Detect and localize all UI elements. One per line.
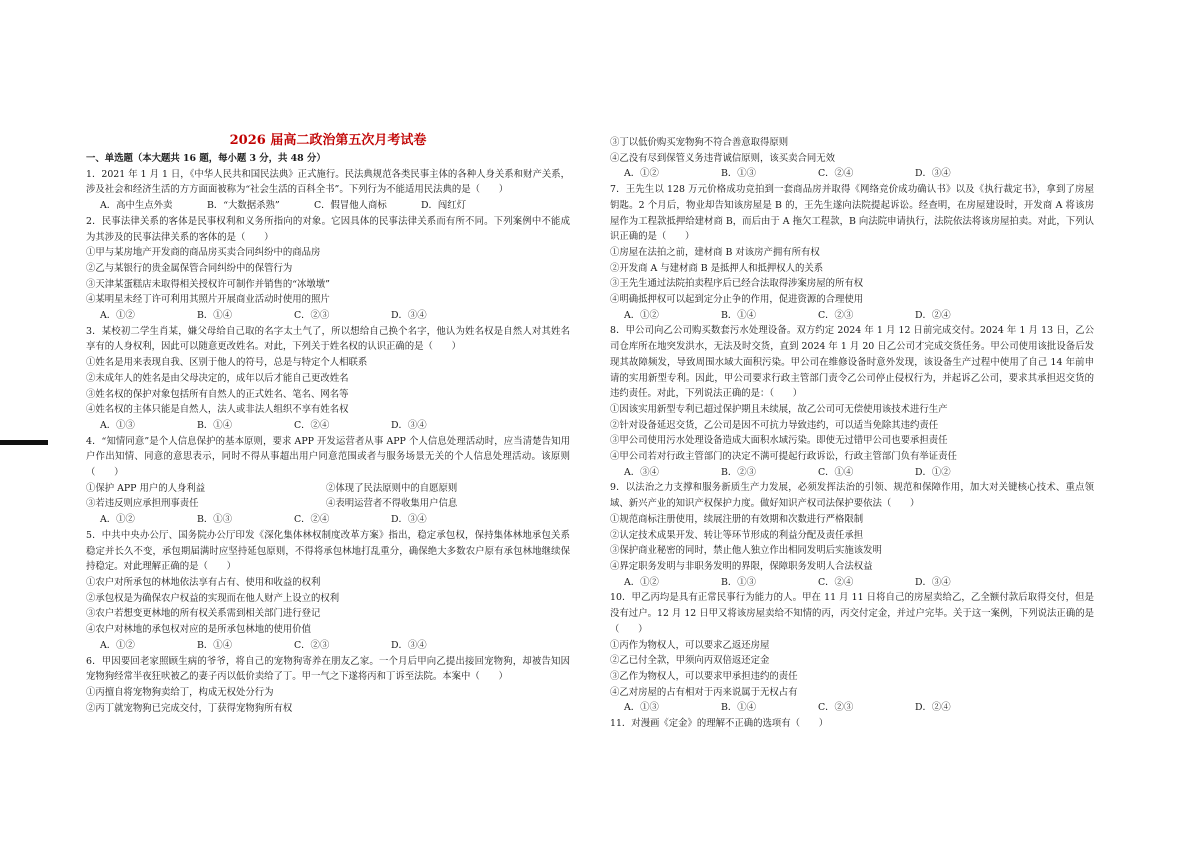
answer-choice: D．②④ xyxy=(915,702,951,714)
answer-choice: D．③④ xyxy=(391,419,427,431)
answer-choice: D．③④ xyxy=(391,310,427,322)
answer-choice: A．①② xyxy=(100,310,135,322)
answer-choice: B．①④ xyxy=(197,639,233,651)
question-line: ④乙对房屋的占有相对于丙来说属于无权占有 xyxy=(610,686,798,698)
question-line: ④某明星未经丁许可利用其照片开展商业活动时使用的照片 xyxy=(86,294,330,306)
right-column-body xyxy=(610,135,1094,732)
answer-choice: D．③④ xyxy=(391,514,427,526)
page-title: 2026 届高二政治第五次月考试卷 xyxy=(229,133,427,148)
left-column xyxy=(86,131,570,716)
question-line: ②乙已付全款，甲须向丙双倍返还定金 xyxy=(610,655,770,667)
question-line: 6．甲因要回老家照顾生病的爷爷，将自己的宠物狗寄养在朋友乙家。一个月后甲向乙提出接回宠物狗，却被告知因宠物狗经常半夜狂吠被乙的妻子丙以低价卖给了丁。甲一气之下遂将丙和丁诉至法院。本案中（ ） xyxy=(86,655,570,683)
answer-choice: A．①② xyxy=(624,309,659,321)
answer-choices xyxy=(86,638,570,654)
question-line: ④农户对林地的承包权对应的是所承包林地的使用价值 xyxy=(86,624,312,636)
question-line: ②开发商 A 与建材商 B 是抵押人和抵押权人的关系 xyxy=(610,262,824,274)
question-line: 7．王先生以 128 万元价格成功竞拍到一套商品房并取得《网络竞价成功确认书》以及《执行裁定书》，拿到了房屋钥匙。2 个月后，物业却告知该房屋是 B 的，王先生遂向法院提起诉讼。经查明，在房屋建设时，开发商 A 将该房屋作为工程款抵押给建材商 B，而后由于 A 拖欠工程款，B 向法院申请执行，法院依法将该房屋拍卖。对此，下列认识正确的是（ ） xyxy=(610,184,1094,243)
question-line: ④甲公司若对行政主管部门的决定不满可提起行政诉讼，行政主管部门负有举证责任 xyxy=(610,451,957,463)
statement: ④表明运营者不得收集用户信息 xyxy=(326,498,458,510)
answer-choices xyxy=(610,166,1094,182)
answer-choice: B．①④ xyxy=(721,702,757,714)
question-line: ②乙与某银行的贵金属保管合同纠纷中的保管行为 xyxy=(86,262,293,274)
answer-choice: C．②④ xyxy=(818,168,854,180)
statement-pair xyxy=(86,481,570,497)
answer-choice: C．①④ xyxy=(818,466,854,478)
question-line: ②丙丁就宠物狗已完成交付，丁获得宠物狗所有权 xyxy=(86,702,293,714)
statement-pair xyxy=(86,496,570,512)
question-line: 10．甲乙丙均是具有正常民事行为能力的人。甲在 11 月 11 日将自己的房屋卖给乙，乙全额付款后取得交付，但是没有过户。12 月 12 日甲又将该房屋卖给不知情的丙，丙交付定金，并过户完毕。关于这一案例，下列说法正确的是（ ） xyxy=(610,592,1094,635)
answer-choice: B．②③ xyxy=(721,466,757,478)
answer-choice: B．①③ xyxy=(721,576,757,588)
question-line: ②认定技术成果开发、转让等环节形成的利益分配及责任承担 xyxy=(610,529,864,541)
answer-choice: C．②③ xyxy=(294,639,330,651)
answer-choice: C．②④ xyxy=(294,514,330,526)
answer-choices xyxy=(610,308,1094,324)
answer-choice: C．假冒他人商标 xyxy=(314,200,387,212)
answer-choice: A．①③ xyxy=(624,702,659,714)
binding-mark xyxy=(0,440,48,445)
answer-choice: D．闯红灯 xyxy=(421,200,467,212)
answer-choices xyxy=(86,198,570,214)
answer-choices xyxy=(86,308,570,324)
answer-choice: A．①② xyxy=(624,168,659,180)
answer-choice: D．③④ xyxy=(915,168,951,180)
answer-choice: B．“大数据杀熟” xyxy=(207,200,280,212)
answer-choices xyxy=(86,418,570,434)
answer-choice: B．①④ xyxy=(197,419,233,431)
question-line: ①规范商标注册使用，续展注册的有效期和次数进行严格限制 xyxy=(610,513,864,525)
question-line: ①丙作为物权人，可以要求乙返还房屋 xyxy=(610,639,770,651)
right-column xyxy=(610,135,1094,732)
question-line: ②承包权是为确保农户权益的实现而在他人财产上设立的权利 xyxy=(86,592,340,604)
question-line: ③甲公司使用污水处理设备造成大面积水域污染。即使无过错甲公司也要承担责任 xyxy=(610,435,948,447)
answer-choices xyxy=(610,575,1094,591)
answer-choice: B．①③ xyxy=(721,168,757,180)
question-line: ③农户若想变更林地的所有权关系需到相关部门进行登记 xyxy=(86,608,321,620)
question-line: 3．某校初二学生肖某，嫌父母给自己取的名字太土气了，所以想给自己换个名字，他认为姓名权是自然人对其姓名享有的人身权利，因此可以随意更改姓名。对此，下列关于姓名权的认识正确的是（ ） xyxy=(86,325,570,353)
statement: ③若违反则应承担刑事责任 xyxy=(86,498,199,510)
left-column-body xyxy=(86,167,570,717)
question-line: ②针对设备延迟交货，乙公司是因不可抗力导致违约，可以适当免除其违约责任 xyxy=(610,419,939,431)
answer-choices xyxy=(610,700,1094,716)
question-line: 5．中共中央办公厅、国务院办公厅印发《深化集体林权制度改革方案》指出，稳定承包权，保持集体林地承包关系稳定并长久不变，承包期届满时应坚持延包原则，不得将承包林地打乱重分，确保绝大多数农户原有承包林地继续保持稳定。对此理解正确的是（ ） xyxy=(86,529,570,573)
answer-choice: D．③④ xyxy=(391,639,427,651)
question-line: ③王先生通过法院拍卖程序后已经合法取得涉案房屋的所有权 xyxy=(610,278,864,290)
answer-choice: A．③④ xyxy=(624,466,659,478)
question-line: ④乙没有尽到保管义务违背诚信原则，该买卖合同无效 xyxy=(610,152,836,164)
question-line: ③姓名权的保护对象包括所有自然人的正式姓名、笔名、网名等 xyxy=(86,388,349,400)
answer-choices xyxy=(610,465,1094,481)
statement: ①保护 APP 用户的人身利益 xyxy=(86,482,206,494)
question-line: ④明确抵押权可以起到定分止争的作用，促进资源的合理使用 xyxy=(610,294,864,306)
question-line: ③天津某蛋糕店未取得相关授权许可制作并销售的“冰墩墩” xyxy=(86,278,330,290)
answer-choices xyxy=(86,512,570,528)
answer-choice: C．②③ xyxy=(818,702,854,714)
answer-choice: A．①② xyxy=(100,514,135,526)
question-line: ①丙擅自将宠物狗卖给丁，构成无权处分行为 xyxy=(86,686,274,698)
question-line: 2．民事法律关系的客体是民事权利和义务所指向的对象。它因具体的民事法律关系而有所不同。下列案例中不能成为其涉及的民事法律关系的客体的是（ ） xyxy=(86,215,570,243)
answer-choice: D．①② xyxy=(915,466,951,478)
question-line: ③保护商业秘密的同时，禁止他人独立作出相同发明后实施该发明 xyxy=(610,545,882,557)
section-heading: 一、单选题（本大题共 16 题，每小题 3 分，共 48 分） xyxy=(86,153,326,164)
answer-choice: D．③④ xyxy=(915,576,951,588)
question-line: ④姓名权的主体只能是自然人，法人或非法人组织不享有姓名权 xyxy=(86,404,349,416)
statement: ②体现了民法原则中的自愿原则 xyxy=(326,482,458,494)
answer-choice: C．②④ xyxy=(818,576,854,588)
question-line: 11．对漫画《定金》的理解不正确的选项有（ ） xyxy=(610,718,829,730)
answer-choice: C．②④ xyxy=(294,419,330,431)
question-line: 9．以法治之力支撑和服务新质生产力发展，必须发挥法治的引领、规范和保障作用，加大对关键核心技术、重点领域、新兴产业的知识产权保护力度。做好知识产权司法保护要依法（ ） xyxy=(610,482,1094,510)
question-line: ③乙作为物权人，可以要求甲承担违约的责任 xyxy=(610,670,798,682)
question-line: ④界定职务发明与非职务发明的界限，保障职务发明人合法权益 xyxy=(610,560,873,572)
question-line: ②未成年人的姓名是由父母决定的，成年以后才能自己更改姓名 xyxy=(86,372,349,384)
question-line: ①甲与某房地产开发商的商品房买卖合同纠纷中的商品房 xyxy=(86,247,321,259)
question-line: 4．“知情同意”是个人信息保护的基本原则，要求 APP 开发运营者从事 APP 个人信息处理活动时，应当清楚告知用户作出知情、同意的意思表示，同时不得从事超出用户同意范围或者与服务场景无关的个人信息处理活动。该原则（ ） xyxy=(86,435,570,479)
question-line: 8．甲公司向乙公司购买数套污水处理设备。双方约定 2024 年 1 月 12 日前完成交付。2024 年 1 月 13 日，乙公司仓库所在地突发洪水，无法及时交货，直到 2024 年 1 月 20 日乙公司才完成交货任务。甲公司使用该批设备后发现其故障频发，导致周围水域大面积污染。甲公司在维修设备时意外发现，该设备生产过程中使用了自己 14 年前申请的实用新型专利。因此，甲公司要求行政主管部门责令乙公司停止侵权行为，并起诉乙公司，要求其承担迟交货的违约责任。对此，下列说法正确的是：（ ） xyxy=(610,325,1094,400)
answer-choice: B．①③ xyxy=(197,514,233,526)
question-line: 1．2021 年 1 月 1 日，《中华人民共和国民法典》正式施行。民法典规范各类民事主体的各种人身关系和财产关系，涉及社会和经济生活的方方面面被称为“社会生活的百科全书”。下列行为不能适用民法典的是（ ） xyxy=(86,168,570,196)
answer-choice: A．①② xyxy=(624,576,659,588)
question-line: ①农户对所承包的林地依法享有占有、使用和收益的权利 xyxy=(86,576,321,588)
answer-choice: C．②③ xyxy=(818,309,854,321)
answer-choice: B．①④ xyxy=(721,309,757,321)
answer-choice: C．②③ xyxy=(294,310,330,322)
answer-choice: D．②④ xyxy=(915,309,951,321)
answer-choice: B．①④ xyxy=(197,310,233,322)
answer-choice: A．①③ xyxy=(100,419,135,431)
question-line: ③丁以低价购买宠物狗不符合善意取得原则 xyxy=(610,137,789,148)
question-line: ①姓名是用来表现自我、区别于他人的符号，总是与特定个人相联系 xyxy=(86,357,368,369)
answer-choice: A．高中生点外卖 xyxy=(100,200,173,212)
question-line: ①因该实用新型专利已超过保护期且未续展，故乙公司可无偿使用该技术进行生产 xyxy=(610,403,948,415)
question-line: ①房屋在法拍之前，建材商 B 对该房产拥有所有权 xyxy=(610,246,820,258)
answer-choice: A．①② xyxy=(100,639,135,651)
